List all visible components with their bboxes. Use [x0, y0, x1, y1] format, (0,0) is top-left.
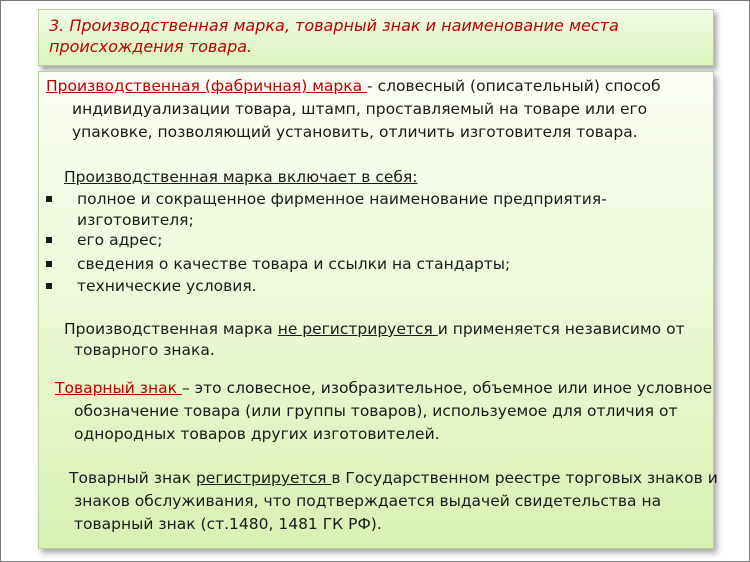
bullet-marker	[46, 283, 52, 289]
registered-phrase: регистрируется	[195, 469, 332, 487]
definition-2-line-2: обозначение товара (или группы товаров), используемое для отличия от	[74, 402, 678, 420]
definition-1-line-3: упаковке, позволяющий установить, отличить изготовителя товара.	[72, 123, 638, 141]
bullet-marker	[46, 196, 52, 202]
includes-heading: Производственная марка включает в себя:	[64, 168, 418, 186]
bullet-marker	[46, 237, 52, 243]
note-2-after: в Государственном реестре торговых знаков и	[331, 469, 718, 487]
note-1-before: Производственная марка	[64, 320, 278, 338]
definition-2-rest: – это словесное, изобразительное, объемное или иное условное	[181, 379, 713, 397]
slide-title	[49, 15, 704, 57]
title-line-2: происхождения товара.	[49, 37, 253, 56]
bullet-3: сведения о качестве товара и ссылки на стандарты;	[77, 255, 511, 273]
bullet-marker	[46, 261, 52, 267]
note-2-before: Товарный знак	[69, 469, 196, 487]
bullet-2: его адрес;	[77, 231, 163, 249]
term-production-mark: Производственная (фабричная) марка	[46, 77, 368, 95]
bullet-4: технические условия.	[77, 277, 257, 295]
note-2-line-3: товарный знак (ст.1480, 1481 ГК РФ).	[74, 515, 382, 533]
definition-1-rest: - словесный (описательный) способ	[367, 77, 661, 95]
definition-1-line-2: индивидуализации товара, штамп, проставляемый на товаре или его	[72, 100, 648, 118]
definition-1-line-1	[46, 75, 661, 98]
not-registered-phrase: не регистрируется	[277, 320, 438, 338]
definition-2-line-3: однородных товаров других изготовителей.	[74, 425, 440, 443]
note-2-line-2: знаков обслуживания, что подтверждается выдачей свидетельства на	[74, 492, 662, 510]
bullet-1-line-2: изготовителя;	[77, 211, 194, 229]
note-1-after: и применяется независимо от	[437, 320, 685, 338]
content-box	[38, 71, 718, 549]
title-box	[38, 9, 714, 66]
term-trademark: Товарный знак	[55, 379, 182, 397]
note-1-line-1	[64, 318, 685, 341]
bullet-1-line-1: полное и сокращенное фирменное наименование предприятия-	[77, 190, 607, 208]
note-1-line-2: товарного знака.	[74, 341, 215, 359]
title-line-1: 3. Производственная марка, товарный знак и наименование места	[49, 16, 619, 35]
note-2-line-1	[69, 467, 718, 490]
definition-2-line-1	[55, 377, 712, 400]
